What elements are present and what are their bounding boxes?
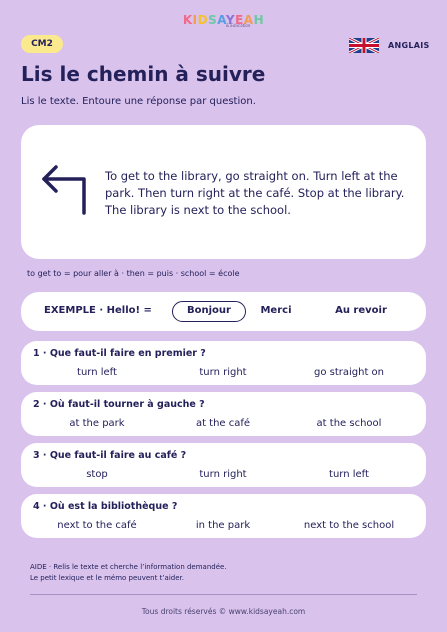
answer-option[interactable]: at the school: [316, 418, 382, 429]
logo-wordmark: [183, 13, 264, 27]
help-line: Le petit lexique et le mémo peuvent t’aider.: [30, 574, 185, 582]
question-card-1: [21, 341, 426, 385]
reading-passage: To get to the library, go straight on. Turn left at the park. Then turn right at the café. Stop at the library. The library is next to the school.: [105, 169, 405, 217]
question-title: 3 · Que faut-il faire au café ?: [33, 450, 187, 461]
uk-flag-icon: [349, 38, 379, 53]
turn-left-arrow-icon: [38, 165, 90, 217]
vocabulary-note: to get to = pour aller à · then = puis · school = école: [27, 269, 240, 278]
page-title: Lis le chemin à suivre: [21, 62, 266, 86]
logo-letter: H: [253, 13, 265, 27]
logo-letter: K: [182, 13, 193, 27]
example-card: [21, 292, 426, 331]
example-label: EXEMPLE · Hello! =: [44, 305, 152, 316]
language-label: ANGLAIS: [388, 41, 430, 50]
answer-option[interactable]: turn right: [199, 469, 247, 480]
answer-option[interactable]: next to the school: [303, 520, 395, 531]
instructions: Lis le texte. Entoure une réponse par question.: [21, 96, 256, 107]
copyright-footer: Tous droits réservés © www.kidsayeah.com: [141, 607, 306, 616]
answer-option[interactable]: stop: [86, 469, 108, 480]
question-title: 2 · Où faut-il tourner à gauche ?: [33, 399, 205, 410]
answer-option[interactable]: next to the café: [57, 520, 137, 531]
question-title: 1 · Que faut-il faire en premier ?: [33, 348, 206, 359]
question-card-3: [21, 443, 426, 487]
help-note: [30, 562, 227, 584]
answer-option[interactable]: at the café: [195, 418, 251, 429]
question-title: 4 · Où est la bibliothèque ?: [33, 501, 178, 512]
logo-subtitle: & Education: [226, 23, 251, 28]
passage-card: [21, 125, 426, 259]
logo-letter: D: [197, 13, 209, 27]
answer-option[interactable]: go straight on: [313, 367, 385, 378]
help-line: AIDE · Relis le texte et cherche l’information demandée.: [30, 563, 227, 571]
answer-option[interactable]: turn left: [329, 469, 369, 480]
logo-letter: I: [192, 13, 198, 27]
answer-option[interactable]: at the park: [69, 418, 125, 429]
example-option[interactable]: Merci: [260, 305, 292, 316]
question-card-4: [21, 494, 426, 538]
example-option-circled[interactable]: Bonjour: [172, 301, 246, 322]
example-option[interactable]: Au revoir: [335, 305, 387, 316]
answer-option[interactable]: turn right: [199, 367, 247, 378]
level-badge: CM2: [21, 35, 63, 53]
logo-letter: A: [243, 13, 254, 27]
logo-letter: E: [235, 13, 244, 27]
answer-option[interactable]: turn left: [77, 367, 117, 378]
logo-letter: A: [217, 13, 226, 27]
footer-divider: [30, 594, 417, 595]
logo-letter: S: [208, 13, 218, 27]
logo-letter: Y: [225, 13, 236, 27]
answer-option[interactable]: in the park: [195, 520, 251, 531]
question-card-2: [21, 392, 426, 436]
brand-logo: [0, 9, 447, 28]
